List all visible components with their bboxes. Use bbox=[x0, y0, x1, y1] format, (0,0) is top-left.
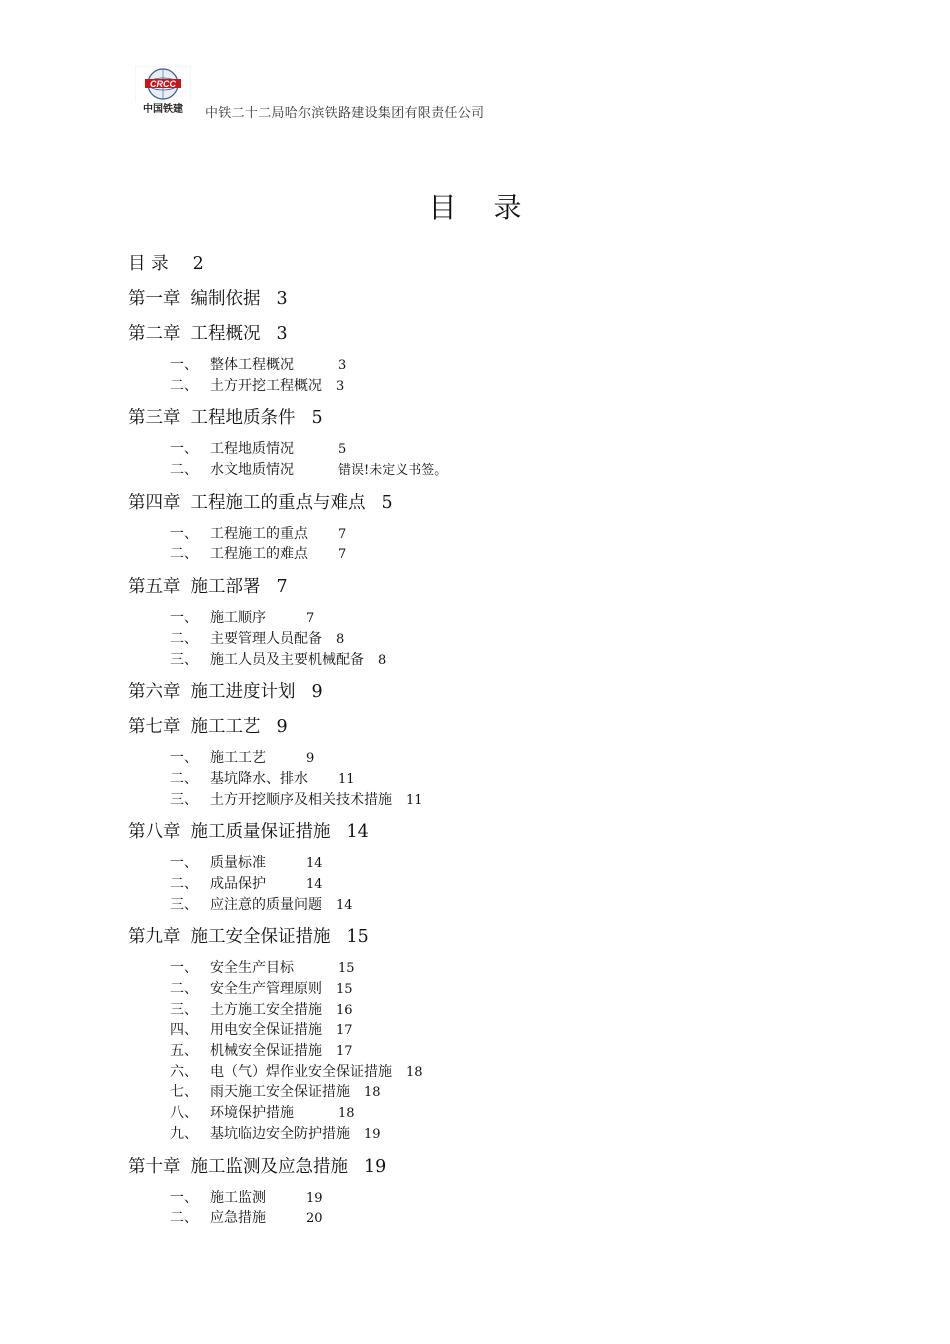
toc-section[interactable] bbox=[128, 895, 888, 916]
chapter-page-number: 19 bbox=[364, 1156, 387, 1177]
toc-section[interactable] bbox=[128, 874, 888, 895]
chapter-number: 第一章 bbox=[128, 289, 181, 309]
section-page-number: 3 bbox=[338, 358, 347, 373]
chapter-page-number: 2 bbox=[192, 254, 204, 274]
section-title: 电（气）焊作业安全保证措施 bbox=[210, 1063, 392, 1080]
chapter-title: 编制依据 bbox=[190, 289, 261, 309]
chapter-title: 工程地质条件 bbox=[190, 408, 296, 429]
section-page-number: 15 bbox=[336, 982, 353, 997]
section-number: 四、 bbox=[170, 1022, 198, 1039]
toc-section[interactable] bbox=[128, 979, 888, 1000]
toc-section[interactable] bbox=[128, 376, 888, 397]
section-title: 工程施工的重点 bbox=[210, 525, 308, 542]
toc-chapter[interactable] bbox=[128, 489, 888, 524]
section-title: 施工人员及主要机械配备 bbox=[210, 651, 364, 668]
toc-section[interactable] bbox=[128, 544, 888, 565]
section-title: 机械安全保证措施 bbox=[210, 1043, 322, 1060]
spacer bbox=[128, 915, 888, 923]
chapter-page-number: 14 bbox=[346, 822, 369, 843]
toc-section[interactable] bbox=[128, 355, 888, 376]
logo-text: 中国铁建 bbox=[143, 104, 183, 114]
toc-section[interactable] bbox=[128, 629, 888, 650]
section-number: 七、 bbox=[170, 1084, 198, 1101]
section-title: 成品保护 bbox=[210, 875, 266, 892]
chapter-page-number: 5 bbox=[311, 408, 323, 429]
section-title: 水文地质情况 bbox=[210, 462, 294, 479]
toc-chapter[interactable] bbox=[128, 250, 888, 285]
section-number: 二、 bbox=[170, 546, 198, 563]
toc-section[interactable] bbox=[128, 1000, 888, 1021]
toc-section[interactable] bbox=[128, 1082, 888, 1103]
toc-section[interactable] bbox=[128, 608, 888, 629]
chapter-title: 施工进度计划 bbox=[190, 682, 296, 703]
section-page-number: 18 bbox=[338, 1106, 355, 1122]
chapter-title: 工程概况 bbox=[190, 324, 261, 344]
chapter-title: 施工安全保证措施 bbox=[190, 927, 331, 948]
chapter-number: 第三章 bbox=[128, 408, 181, 429]
section-page-number: 7 bbox=[338, 547, 347, 563]
section-title: 用电安全保证措施 bbox=[210, 1022, 322, 1039]
section-number: 二、 bbox=[170, 462, 198, 479]
section-number: 二、 bbox=[170, 630, 198, 647]
section-title: 应急措施 bbox=[210, 1210, 266, 1227]
toc-chapter[interactable] bbox=[128, 818, 888, 853]
spacer bbox=[128, 810, 888, 818]
toc-section[interactable] bbox=[128, 1208, 888, 1229]
section-number: 三、 bbox=[170, 896, 198, 913]
chapter-page-number: 3 bbox=[276, 324, 288, 344]
section-page-number: 18 bbox=[406, 1064, 423, 1080]
section-number: 三、 bbox=[170, 1001, 198, 1018]
toc-chapter[interactable] bbox=[128, 320, 888, 355]
section-number: 二、 bbox=[170, 875, 198, 892]
section-page-number: 16 bbox=[336, 1002, 353, 1018]
section-title: 土方开挖顺序及相关技术措施 bbox=[210, 791, 392, 808]
toc-section[interactable] bbox=[128, 1188, 888, 1209]
section-page-number: 14 bbox=[306, 876, 323, 892]
toc-chapter[interactable] bbox=[128, 1153, 888, 1188]
page-title: 目 录 bbox=[428, 191, 536, 224]
chapter-number: 目 录 bbox=[128, 254, 169, 274]
section-title: 基坑临边安全防护措施 bbox=[210, 1125, 350, 1142]
section-page-number: 7 bbox=[306, 611, 315, 627]
toc-section[interactable] bbox=[128, 1020, 888, 1041]
section-page-number: 20 bbox=[306, 1211, 323, 1227]
section-title: 土方施工安全措施 bbox=[210, 1001, 322, 1018]
section-title: 工程施工的难点 bbox=[210, 546, 308, 563]
toc-chapter[interactable] bbox=[128, 713, 888, 748]
spacer bbox=[128, 396, 888, 404]
section-page-number: 11 bbox=[406, 792, 423, 808]
chapter-number: 第六章 bbox=[128, 682, 181, 703]
section-number: 一、 bbox=[170, 525, 198, 542]
toc-section[interactable] bbox=[128, 769, 888, 790]
toc-section[interactable] bbox=[128, 524, 888, 545]
section-number: 一、 bbox=[170, 750, 198, 767]
section-page-number: 17 bbox=[336, 1023, 353, 1039]
section-number: 八、 bbox=[170, 1105, 198, 1122]
chapter-page-number: 7 bbox=[276, 577, 288, 598]
toc-section[interactable] bbox=[128, 1124, 888, 1145]
toc-section[interactable] bbox=[128, 460, 888, 481]
toc-chapter[interactable] bbox=[128, 573, 888, 608]
toc-section[interactable] bbox=[128, 853, 888, 874]
logo-mark: CRCC bbox=[150, 79, 176, 89]
section-title: 施工监测 bbox=[210, 1189, 266, 1206]
chapter-title: 施工质量保证措施 bbox=[190, 822, 331, 843]
table-of-contents bbox=[128, 250, 888, 1237]
section-title: 应注意的质量问题 bbox=[210, 896, 322, 913]
section-page-number: 错误!未定义书签。 bbox=[338, 463, 448, 479]
section-page-number: 18 bbox=[364, 1085, 381, 1101]
spacer bbox=[128, 670, 888, 678]
section-number: 六、 bbox=[170, 1063, 198, 1080]
section-page-number: 11 bbox=[338, 771, 355, 787]
toc-chapter[interactable] bbox=[128, 285, 888, 320]
section-title: 土方开挖工程概况 bbox=[210, 377, 322, 394]
section-number: 九、 bbox=[170, 1125, 198, 1142]
spacer bbox=[128, 565, 888, 573]
chapter-number: 第二章 bbox=[128, 324, 181, 344]
section-page-number: 14 bbox=[336, 897, 353, 913]
toc-section[interactable] bbox=[128, 1041, 888, 1062]
toc-chapter[interactable] bbox=[128, 404, 888, 439]
section-number: 五、 bbox=[170, 1043, 198, 1060]
section-title: 环境保护措施 bbox=[210, 1105, 294, 1122]
section-page-number: 8 bbox=[336, 631, 345, 647]
section-page-number: 8 bbox=[378, 652, 387, 668]
section-title: 安全生产管理原则 bbox=[210, 981, 322, 997]
chapter-page-number: 3 bbox=[276, 289, 288, 309]
section-title: 主要管理人员配备 bbox=[210, 630, 322, 647]
section-number: 二、 bbox=[170, 770, 198, 787]
chapter-title: 工程施工的重点与难点 bbox=[190, 492, 366, 513]
section-title: 施工顺序 bbox=[210, 610, 266, 627]
section-number: 一、 bbox=[170, 610, 198, 627]
section-title: 质量标准 bbox=[210, 855, 266, 872]
company-logo bbox=[135, 66, 191, 114]
section-number: 二、 bbox=[170, 377, 198, 394]
chapter-page-number: 15 bbox=[346, 927, 369, 948]
toc-chapter[interactable] bbox=[128, 923, 888, 958]
section-page-number: 15 bbox=[338, 961, 355, 977]
company-name: 中铁二十二局哈尔滨铁路建设集团有限责任公司 bbox=[205, 106, 485, 121]
toc-chapter[interactable] bbox=[128, 678, 888, 713]
section-page-number: 5 bbox=[338, 442, 347, 458]
section-title: 施工工艺 bbox=[210, 750, 266, 767]
chapter-page-number: 9 bbox=[311, 682, 323, 703]
section-page-number: 19 bbox=[306, 1190, 323, 1206]
chapter-title: 施工工艺 bbox=[190, 717, 261, 738]
chapter-title: 施工部署 bbox=[190, 577, 261, 598]
chapter-number: 第八章 bbox=[128, 822, 181, 843]
chapter-number: 第九章 bbox=[128, 927, 181, 948]
section-number: 三、 bbox=[170, 651, 198, 668]
section-page-number: 3 bbox=[336, 378, 345, 394]
chapter-page-number: 9 bbox=[276, 717, 288, 738]
toc-section[interactable] bbox=[128, 1103, 888, 1124]
section-page-number: 17 bbox=[336, 1044, 353, 1060]
spacer bbox=[128, 1229, 888, 1237]
chapter-page-number: 5 bbox=[381, 492, 393, 513]
section-number: 一、 bbox=[170, 441, 198, 458]
chapter-number: 第五章 bbox=[128, 577, 181, 598]
chapter-number: 第四章 bbox=[128, 492, 181, 513]
chapter-number: 第十章 bbox=[128, 1156, 181, 1177]
toc-section[interactable] bbox=[128, 439, 888, 460]
section-page-number: 7 bbox=[338, 526, 347, 542]
section-number: 一、 bbox=[170, 855, 198, 872]
toc-section[interactable] bbox=[128, 790, 888, 811]
toc-section[interactable] bbox=[128, 958, 888, 979]
section-title: 安全生产目标 bbox=[210, 960, 294, 977]
section-title: 工程地质情况 bbox=[210, 441, 294, 458]
section-number: 三、 bbox=[170, 791, 198, 808]
section-number: 二、 bbox=[170, 1210, 198, 1227]
section-number: 一、 bbox=[170, 357, 198, 373]
section-page-number: 19 bbox=[364, 1126, 381, 1142]
spacer bbox=[128, 1145, 888, 1153]
section-number: 一、 bbox=[170, 1189, 198, 1206]
section-page-number: 9 bbox=[306, 751, 315, 767]
section-title: 整体工程概况 bbox=[210, 357, 294, 373]
toc-section[interactable] bbox=[128, 1062, 888, 1083]
spacer bbox=[128, 481, 888, 489]
toc-section[interactable] bbox=[128, 650, 888, 671]
section-page-number: 14 bbox=[306, 856, 323, 872]
section-title: 基坑降水、排水 bbox=[210, 770, 308, 787]
toc-section[interactable] bbox=[128, 748, 888, 769]
section-title: 雨天施工安全保证措施 bbox=[210, 1084, 350, 1101]
chapter-title: 施工监测及应急措施 bbox=[190, 1156, 348, 1177]
section-number: 二、 bbox=[170, 981, 198, 997]
chapter-number: 第七章 bbox=[128, 717, 181, 738]
section-number: 一、 bbox=[170, 960, 198, 977]
